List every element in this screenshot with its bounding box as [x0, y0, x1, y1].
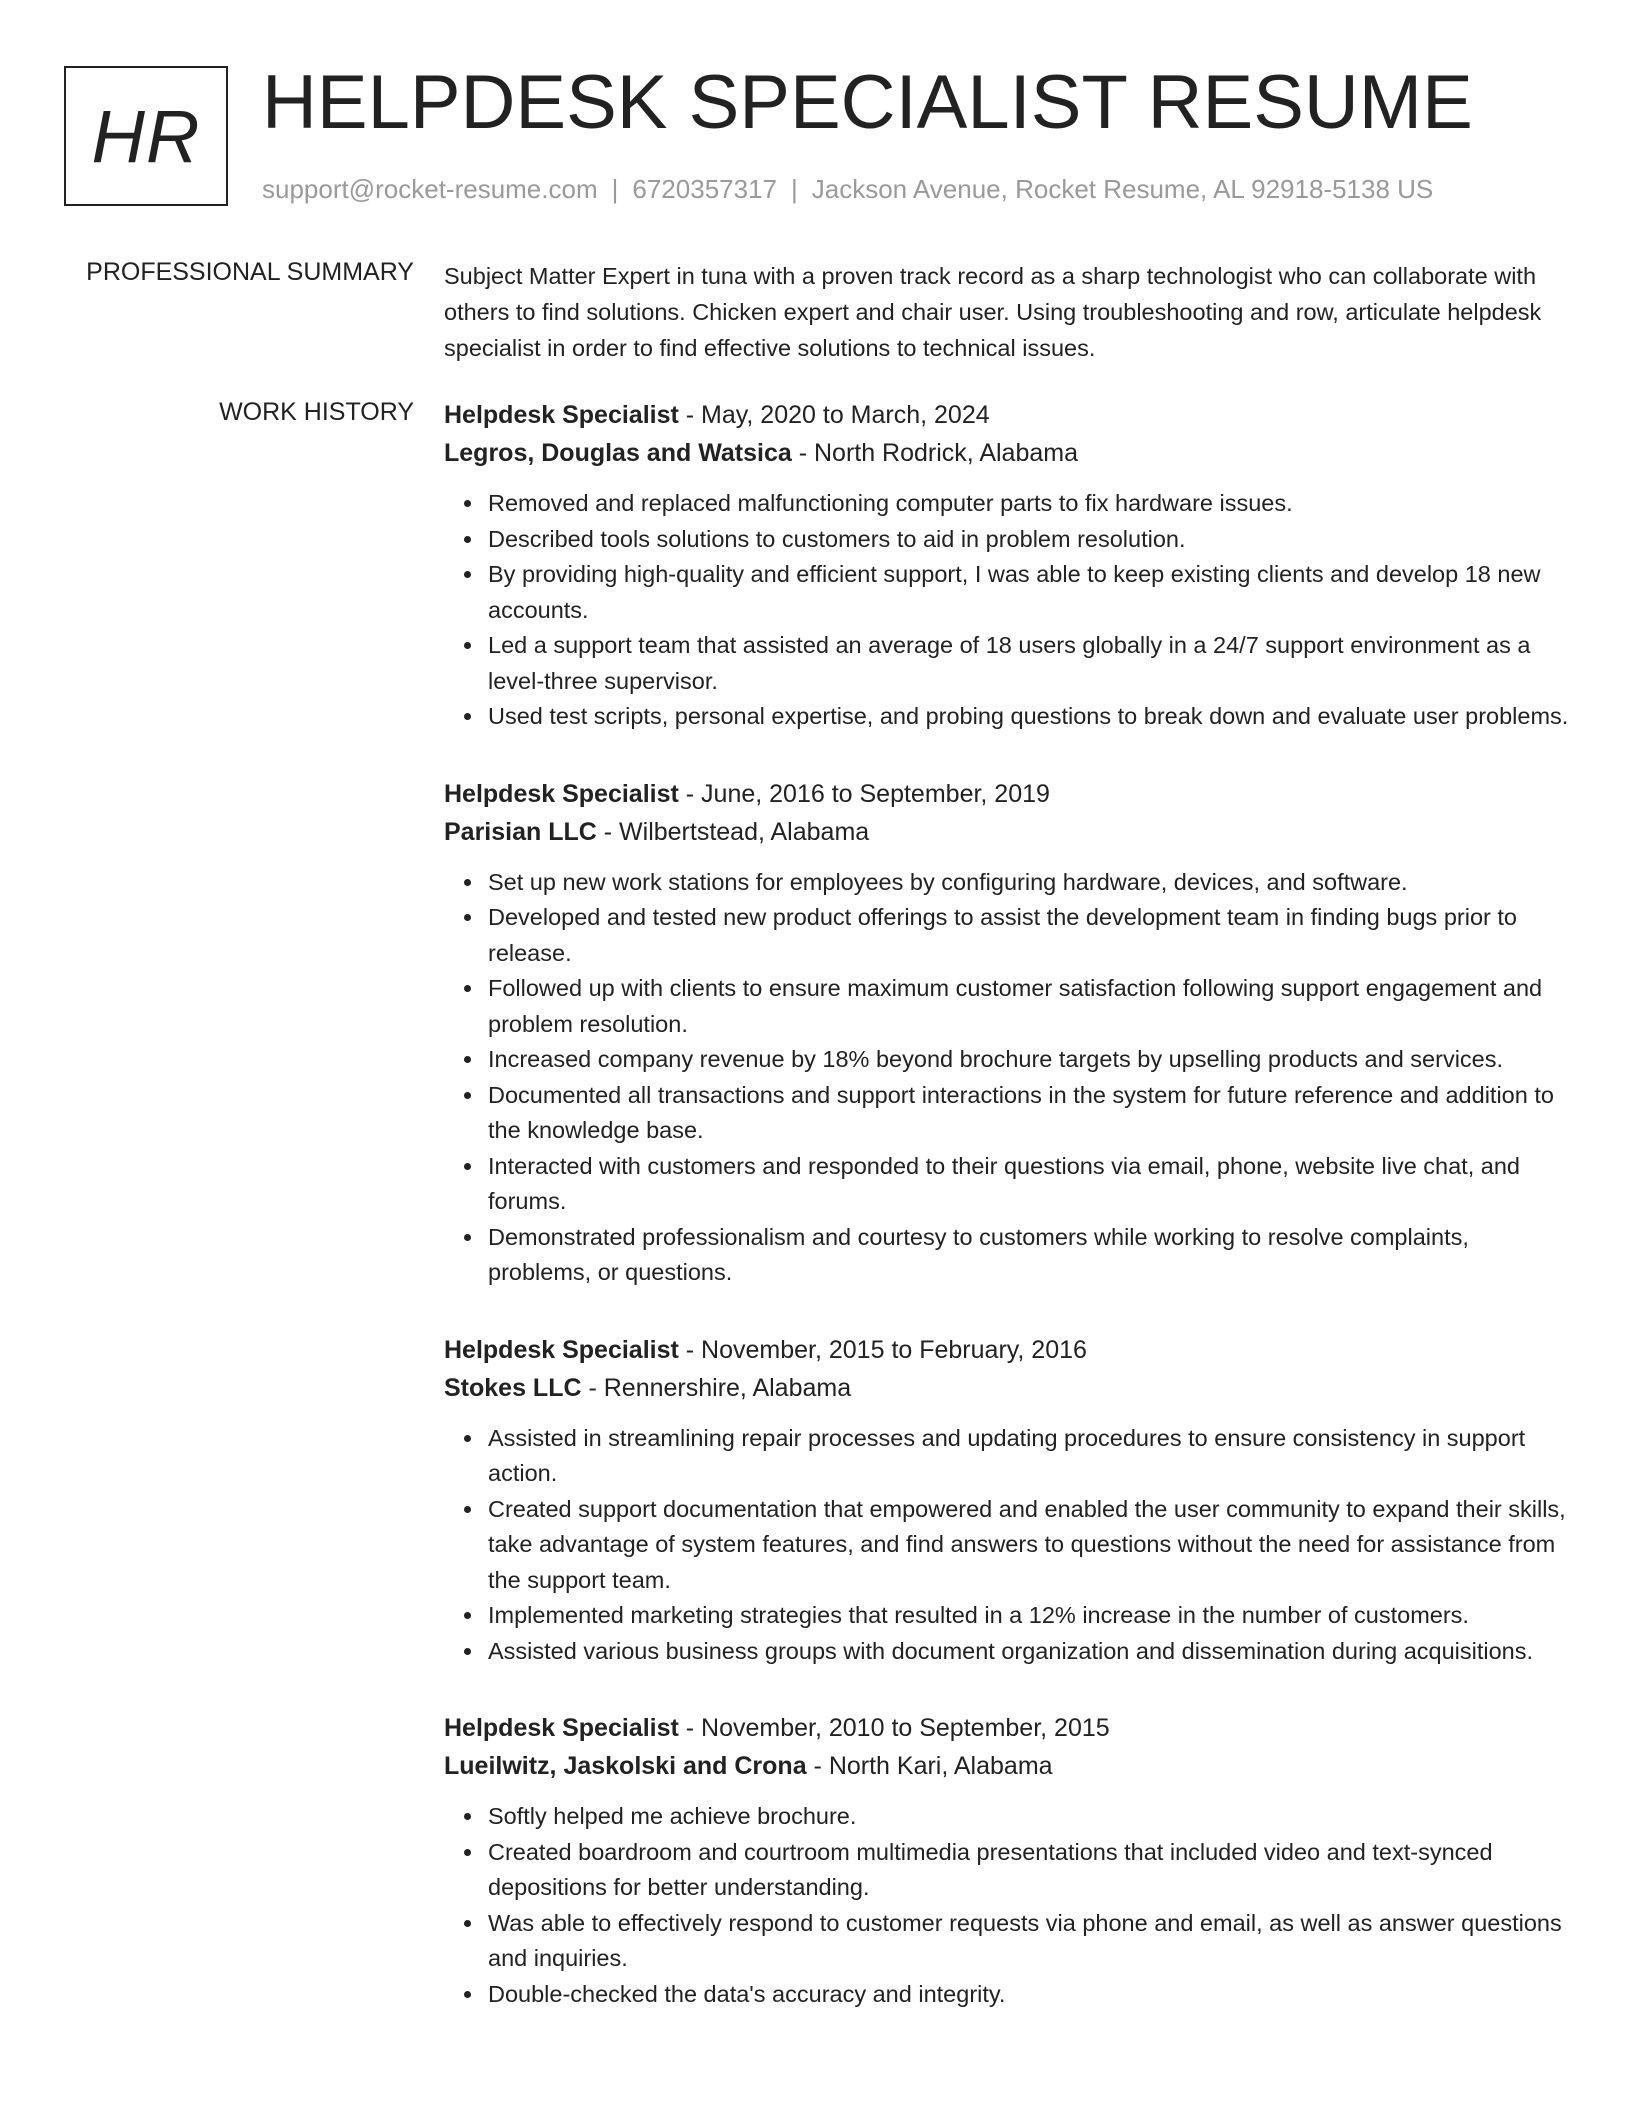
- job-entry: [444, 396, 1574, 735]
- job-title-line: [444, 1709, 1574, 1747]
- job-bullet-list: [444, 1799, 1574, 2012]
- job-bullet: Followed up with clients to ensure maximum customer satisfaction following support engagement and problem resolution.: [488, 971, 1574, 1042]
- contact-line: [262, 174, 1433, 205]
- job-company-line: [444, 434, 1574, 472]
- monogram-logo: [64, 66, 228, 206]
- job-title-line: [444, 775, 1574, 813]
- job-bullet: Implemented marketing strategies that resulted in a 12% increase in the number of customers.: [488, 1598, 1574, 1634]
- job-title: Helpdesk Specialist: [444, 401, 679, 429]
- job-bullet-list: [444, 1421, 1574, 1670]
- page-title: HELPDESK SPECIALIST RESUME: [262, 60, 1473, 145]
- job-bullet: Demonstrated professionalism and courtesy to customers while working to resolve complaints, problems, or questions.: [488, 1220, 1574, 1291]
- job-title-line: [444, 1331, 1574, 1369]
- job-dates: - November, 2010 to September, 2015: [678, 1714, 1110, 1742]
- job-bullet: Assisted various business groups with document organization and dissemination during acquisitions.: [488, 1634, 1574, 1670]
- job-bullet: Removed and replaced malfunctioning computer parts to fix hardware issues.: [488, 486, 1574, 522]
- job-location: - North Kari, Alabama: [806, 1752, 1053, 1780]
- job-bullet: Created boardroom and courtroom multimedia presentations that included video and text-synced depositions for better understanding.: [488, 1835, 1574, 1906]
- job-bullet: Led a support team that assisted an average of 18 users globally in a 24/7 support environment as a level-three supervisor.: [488, 628, 1574, 699]
- job-dates: - May, 2020 to March, 2024: [678, 401, 990, 429]
- job-company: Legros, Douglas and Watsica: [444, 439, 792, 467]
- job-location: - Rennershire, Alabama: [581, 1373, 852, 1402]
- job-bullet: Used test scripts, personal expertise, and probing questions to break down and evaluate user problems.: [488, 699, 1574, 735]
- job-bullet: Documented all transactions and support interactions in the system for future reference and addition to the knowledge base.: [488, 1078, 1574, 1149]
- job-company: Parisian LLC: [444, 817, 597, 846]
- job-bullet: Assisted in streamlining repair processes and updating procedures to ensure consistency in support action.: [488, 1421, 1574, 1492]
- job-dates: - November, 2015 to February, 2016: [678, 1335, 1087, 1364]
- job-bullet: Increased company revenue by 18% beyond brochure targets by upselling products and services.: [488, 1042, 1574, 1078]
- job-bullet: Set up new work stations for employees by configuring hardware, devices, and software.: [488, 865, 1574, 901]
- job-bullet: Interacted with customers and responded to their questions via email, phone, website live chat, and forums.: [488, 1149, 1574, 1220]
- monogram-text: HR: [91, 94, 201, 178]
- job-bullet: Was able to effectively respond to customer requests via phone and email, as well as answer questions and inquiries.: [488, 1906, 1574, 1977]
- contact-email[interactable]: support@rocket-resume.com: [262, 174, 598, 204]
- job-bullet: Created support documentation that empowered and enabled the user community to expand their skills, take advantage of system features, and find answers to questions without the need for assistance from the support team.: [488, 1492, 1574, 1599]
- contact-address: Jackson Avenue, Rocket Resume, AL 92918-5138 US: [811, 174, 1434, 204]
- job-entry: [444, 1331, 1574, 1670]
- job-location: - North Rodrick, Alabama: [791, 439, 1078, 467]
- contact-separator: |: [791, 174, 798, 204]
- job-title: Helpdesk Specialist: [444, 1335, 679, 1364]
- job-bullet: By providing high-quality and efficient support, I was able to keep existing clients and develop 18 new accounts.: [488, 557, 1574, 628]
- summary-text: Subject Matter Expert in tuna with a proven track record as a sharp technologist who can collaborate with others to find solutions. Chicken expert and chair user. Using troubleshooting and row, articulate helpdesk specialist in order to find effective solutions to technical issues.: [444, 263, 1542, 361]
- job-dates: - June, 2016 to September, 2019: [678, 779, 1050, 808]
- job-bullet: Described tools solutions to customers to aid in problem resolution.: [488, 522, 1574, 558]
- contact-phone[interactable]: 6720357317: [632, 174, 777, 204]
- job-bullet-list: [444, 865, 1574, 1291]
- job-bullet: Softly helped me achieve brochure.: [488, 1799, 1574, 1835]
- job-title: Helpdesk Specialist: [444, 779, 679, 808]
- job-company-line: [444, 1747, 1574, 1785]
- contact-separator: |: [611, 174, 619, 204]
- job-company: Lueilwitz, Jaskolski and Crona: [444, 1752, 807, 1780]
- job-bullet: Developed and tested new product offerings to assist the development team in finding bugs prior to release.: [488, 900, 1574, 971]
- work-history-list: [444, 396, 1574, 2052]
- job-company-line: [444, 1369, 1574, 1407]
- job-bullet-list: [444, 486, 1574, 735]
- job-bullet: Double-checked the data's accuracy and integrity.: [488, 1977, 1574, 2013]
- job-title-line: [444, 396, 1574, 434]
- work-history-section-label: WORK HISTORY: [219, 398, 414, 426]
- job-entry: [444, 1709, 1574, 2012]
- summary-section-label: PROFESSIONAL SUMMARY: [86, 258, 414, 286]
- job-company: Stokes LLC: [444, 1373, 582, 1402]
- job-company-line: [444, 813, 1574, 851]
- job-title: Helpdesk Specialist: [444, 1714, 679, 1742]
- job-entry: [444, 775, 1574, 1291]
- job-location: - Wilbertstead, Alabama: [596, 817, 870, 846]
